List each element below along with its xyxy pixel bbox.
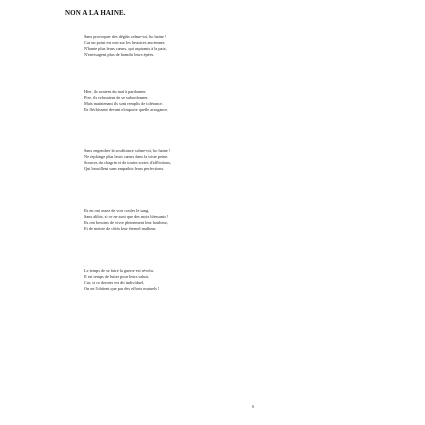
poem-line: Hier, ils avaient du mal à pardonner. <box>84 89 147 94</box>
stanza-4 <box>84 208 168 232</box>
poem-line: Ils en ont assez de voir couler le sang, <box>84 208 150 213</box>
poem-line: Ne replonge plus leurs cœurs dans la triste peine. <box>84 154 169 160</box>
poem-line: Sans alibis, si ce ne sont que des mots blessants ! <box>84 214 169 220</box>
stanza-2 <box>84 89 168 113</box>
poem-line: Pire, ils refusaient de se subordonner. <box>84 95 149 101</box>
poem-line: Le temps de se faire la guerre est révolu. <box>84 268 154 273</box>
poem-line: Ils ont besoins de vivre pleinement leur bonheur, <box>84 220 168 226</box>
poem-line: Qui brouillent sans empathie leurs perfections. <box>84 166 165 172</box>
stanza-1 <box>84 34 167 58</box>
poem-line: Sans engendrer la souffrance calme-toi, ho haine ! <box>84 148 171 153</box>
poem-title: NON A LA HAINE. <box>65 9 126 17</box>
poem-line: Car un point est mis sur les histoires anciennes. <box>84 40 166 46</box>
poem-line: Ils fléchissent devant n'importe quelle arrogance. <box>84 107 169 113</box>
poem-line: Il est temps de lutter pour leurs saluts. <box>84 274 150 280</box>
poem-line: Sans provoquer des dégâts calme-toi, ho haine ! <box>84 34 167 39</box>
poem-line: Et de mettre de côtés leur éternel malheur. <box>84 226 157 232</box>
poem-line: N'hante plus leurs cœurs, qui aspirants à la paix, <box>84 46 167 52</box>
poem-line: Sources du chagrin et de toutes sortes d'afflictions, <box>84 160 172 166</box>
page-number: 6 <box>252 404 255 409</box>
poem-line: On ne l'obtient que par des efforts mutuels ! <box>84 286 160 292</box>
stanza-5 <box>84 268 159 292</box>
poem-line: Mais maintenant ils sont remplis de tolérance. <box>84 101 164 107</box>
stanza-3 <box>84 148 171 172</box>
poem-line: N'envisagent plus de brandir leurs épées. <box>84 52 155 58</box>
poem-line: Car, si ce dernier est dit individuel, <box>84 280 145 286</box>
